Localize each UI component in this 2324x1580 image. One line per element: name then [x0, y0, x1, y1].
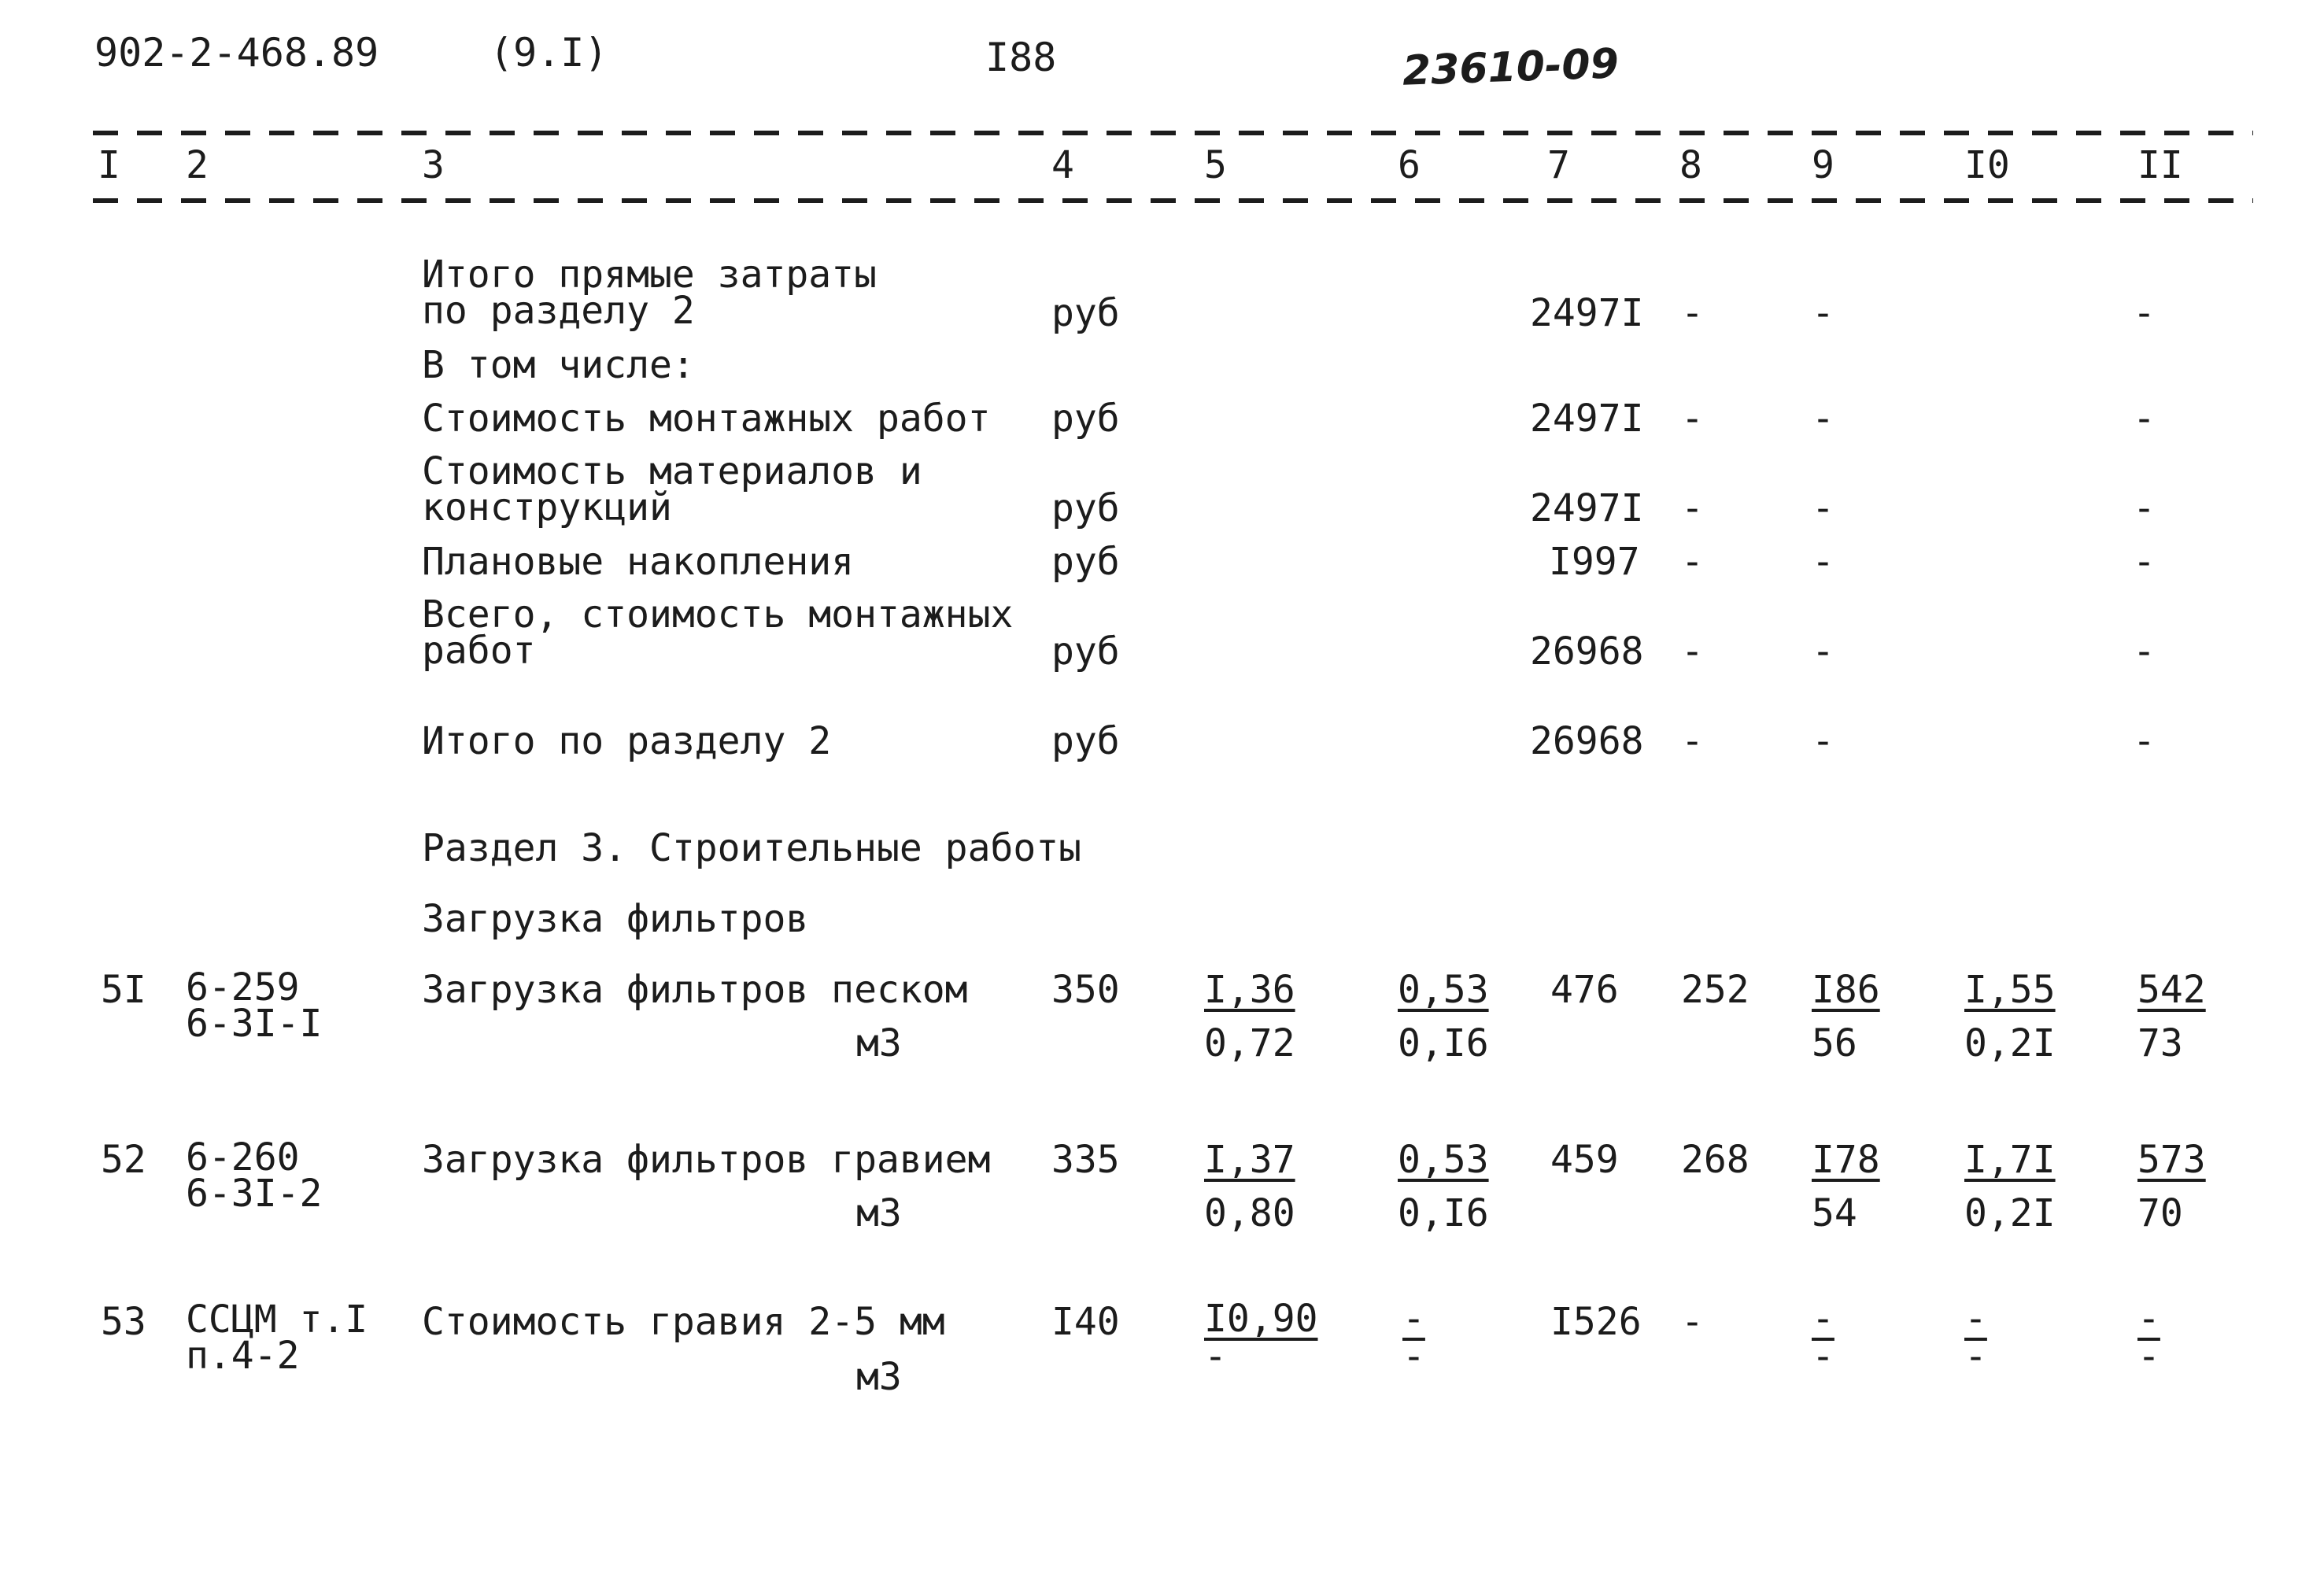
item-unit: м3 [856, 1191, 902, 1235]
col10-value-top: I,7I [1964, 1138, 2056, 1182]
summary-label: Итого по разделу 2 [422, 719, 832, 763]
summary-label: Стоимость монтажных работ [422, 397, 991, 441]
header-bottom-rule [93, 198, 2253, 203]
item-name: Загрузка фильтров гравием [422, 1138, 991, 1182]
summary-value-col7: 2497I [1530, 486, 1644, 530]
column-header: 9 [1812, 143, 1834, 187]
summary-value-col9: - [1812, 291, 1834, 335]
col6-value-bottom: 0,I6 [1398, 1021, 1489, 1065]
col11-value-bottom: 70 [2137, 1191, 2183, 1235]
col6-value-bottom: - [1402, 1335, 1425, 1379]
summary-value-col7: I997 [1549, 540, 1640, 584]
subsection-title: Загрузка фильтров [422, 897, 809, 941]
col5-value-bottom: 0,72 [1204, 1021, 1295, 1065]
part-number: (9.I) [490, 30, 608, 76]
summary-value-col9: - [1812, 397, 1834, 441]
summary-value-col11: - [2133, 486, 2156, 530]
summary-value-col9: - [1812, 629, 1834, 674]
item-number: 52 [101, 1138, 146, 1182]
item-code: ССЦМ т.I п.4-2 [186, 1298, 368, 1378]
summary-value-col8: - [1681, 629, 1704, 674]
item-code: 6-259 6-3I-I [186, 965, 323, 1046]
col5-value-top: I,36 [1204, 968, 1295, 1012]
header-top-rule [93, 131, 2253, 135]
summary-unit: руб [1051, 486, 1120, 530]
item-unit: м3 [856, 1021, 902, 1065]
summary-label: Всего, стоимость монтажных работ [422, 592, 1014, 673]
col8-value: 252 [1681, 968, 1749, 1012]
col9-value-top: - [1812, 1297, 1834, 1341]
col5-value-bottom: - [1204, 1335, 1227, 1379]
col11-value-bottom: 73 [2137, 1021, 2183, 1065]
summary-value-col8: - [1681, 397, 1704, 441]
col9-value-bottom: - [1812, 1335, 1834, 1379]
document-code: 902-2-468.89 [94, 30, 379, 76]
summary-label: Итого прямые затраты по разделу 2 [422, 253, 877, 333]
col6-value-bottom: 0,I6 [1398, 1191, 1489, 1235]
col5-value-top: I,37 [1204, 1138, 1295, 1182]
item-quantity: 335 [1051, 1138, 1120, 1182]
summary-value-col11: - [2133, 719, 2156, 763]
col6-value-top: - [1402, 1297, 1425, 1341]
summary-subheading: В том числе: [422, 343, 695, 387]
column-header: 4 [1051, 143, 1074, 187]
col7-value: 476 [1550, 968, 1619, 1012]
summary-value-col11: - [2133, 397, 2156, 441]
col7-value: I526 [1550, 1300, 1642, 1344]
summary-value-col11: - [2133, 291, 2156, 335]
summary-value-col9: - [1812, 486, 1834, 530]
summary-value-col8: - [1681, 719, 1704, 763]
col11-value-top: - [2137, 1297, 2160, 1341]
col7-value: 459 [1550, 1138, 1619, 1182]
item-quantity: I40 [1051, 1300, 1120, 1344]
col10-value-bottom: - [1964, 1335, 1987, 1379]
col6-value-top: 0,53 [1398, 968, 1489, 1012]
summary-value-col11: - [2133, 629, 2156, 674]
item-name: Стоимость гравия 2-5 мм [422, 1300, 945, 1344]
item-quantity: 350 [1051, 968, 1120, 1012]
col9-value-bottom: 54 [1812, 1191, 1857, 1235]
summary-value-col9: - [1812, 719, 1834, 763]
col10-value-top: I,55 [1964, 968, 2056, 1012]
summary-value-col7: 26968 [1530, 629, 1644, 674]
summary-value-col8: - [1681, 540, 1704, 584]
col9-value-top: I86 [1812, 968, 1880, 1012]
col5-value-top: I0,90 [1204, 1297, 1318, 1341]
section-title: Раздел 3. Строительные работы [422, 826, 1082, 870]
item-unit: м3 [856, 1355, 902, 1399]
col9-value-top: I78 [1812, 1138, 1880, 1182]
summary-value-col7: 2497I [1530, 291, 1644, 335]
item-number: 53 [101, 1300, 146, 1344]
column-header: 3 [422, 143, 445, 187]
col11-value-top: 542 [2137, 968, 2206, 1012]
summary-value-col7: 26968 [1530, 719, 1644, 763]
handwritten-stamp-number: 23610-09 [1402, 40, 1620, 95]
item-number: 5I [101, 968, 146, 1012]
col5-value-bottom: 0,80 [1204, 1191, 1295, 1235]
col8-value: - [1681, 1300, 1704, 1344]
col6-value-top: 0,53 [1398, 1138, 1489, 1182]
summary-unit: руб [1051, 629, 1120, 674]
summary-unit: руб [1051, 540, 1120, 584]
col10-value-bottom: 0,2I [1964, 1021, 2056, 1065]
col10-value-top: - [1964, 1297, 1987, 1341]
col8-value: 268 [1681, 1138, 1749, 1182]
summary-label: Стоимость материалов и конструкций [422, 449, 922, 530]
summary-value-col7: 2497I [1530, 397, 1644, 441]
column-header: 6 [1398, 143, 1421, 187]
column-header: II [2137, 143, 2183, 187]
col9-value-bottom: 56 [1812, 1021, 1857, 1065]
column-header: I [98, 143, 120, 187]
summary-label: Плановые накопления [422, 540, 855, 584]
col11-value-bottom: - [2137, 1335, 2160, 1379]
summary-value-col11: - [2133, 540, 2156, 584]
summary-value-col8: - [1681, 291, 1704, 335]
column-header: 5 [1204, 143, 1227, 187]
column-header: 8 [1679, 143, 1702, 187]
item-name: Загрузка фильтров песком [422, 968, 968, 1012]
summary-value-col8: - [1681, 486, 1704, 530]
column-header: 7 [1547, 143, 1570, 187]
col11-value-top: 573 [2137, 1138, 2206, 1182]
item-code: 6-260 6-3I-2 [186, 1135, 323, 1216]
page-number: I88 [985, 35, 1057, 80]
column-header: 2 [186, 143, 209, 187]
column-header: I0 [1964, 143, 2010, 187]
summary-unit: руб [1051, 719, 1120, 763]
summary-unit: руб [1051, 397, 1120, 441]
col10-value-bottom: 0,2I [1964, 1191, 2056, 1235]
summary-unit: руб [1051, 291, 1120, 335]
summary-value-col9: - [1812, 540, 1834, 584]
